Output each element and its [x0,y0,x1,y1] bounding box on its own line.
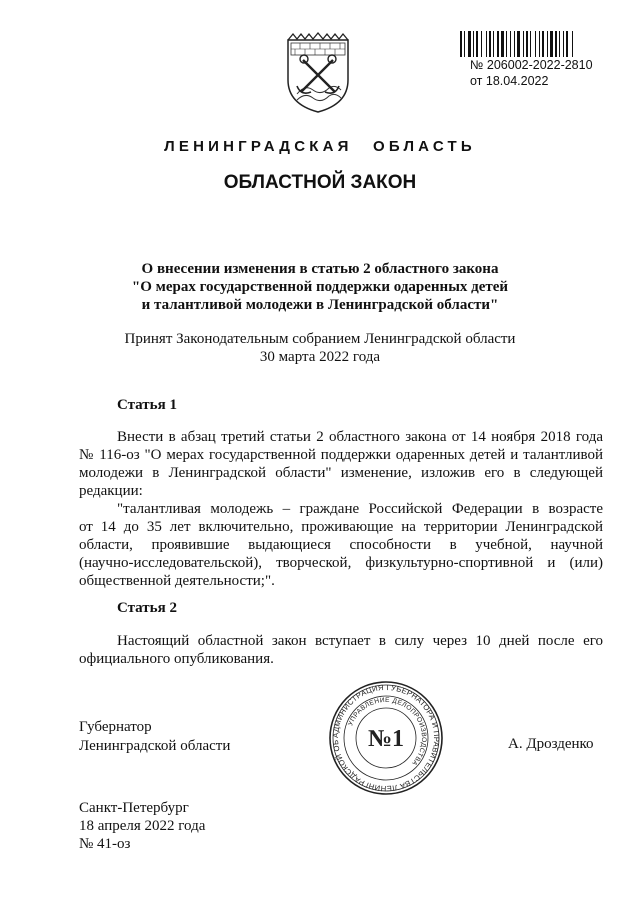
text-line: редакции: [79,483,143,499]
text-line: молодежи в Ленинградской области" изменение, изложив его в следующей [79,465,603,481]
text-line: от 14 до 35 лет включительно, проживающие на территории Ленинградской [79,519,603,535]
adoption-note [0,330,640,366]
text-line: общественной деятельности;". [79,573,275,589]
article-2-heading: Статья 2 [117,600,177,616]
region-name: ЛЕНИНГРАДСКАЯ ОБЛАСТЬ [164,138,476,155]
text-line: области, проявившие выдающиеся способности в учебной, научной [79,537,603,553]
registration-date: от 18.04.2022 [470,74,549,88]
adoption-body: Принят Законодательным собранием Ленинградской области [124,331,516,347]
place-and-date [79,799,205,853]
article-2-text [79,632,603,668]
text-line: официального опубликования. [79,651,274,667]
text-line: Внести в абзац третий статьи 2 областного закона от 14 ноября 2018 года [117,429,603,445]
article-1-text [79,428,603,590]
signatory-name: А. Дрозденко [508,736,594,752]
article-1-heading: Статья 1 [117,397,177,413]
seal-inner-text: УПРАВЛЕНИЕ ДЕЛОПРОИЗВОДСТВА [347,696,428,767]
law-title-line: "О мерах государственной поддержки одаренных детей [131,279,509,295]
position-title: Губернатор [79,719,152,735]
law-title-line: и талантливой молодежи в Ленинградской области" [141,297,499,313]
registration-stamp [470,57,593,89]
registration-number: № 206002-2022-2810 [470,58,593,72]
law-title [0,260,640,314]
city: Санкт-Петербург [79,800,189,816]
text-line: Настоящий областной закон вступает в силу через 10 дней после его [117,633,603,649]
law-number: № 41-оз [79,836,131,852]
coat-of-arms-emblem [283,30,353,114]
signatory-position [79,718,230,756]
adoption-date: 30 марта 2022 года [259,349,381,365]
barcode [460,31,610,57]
text-line: № 116-оз "О мерах государственной поддержки одаренных детей и талантливой [79,447,603,463]
official-seal [328,680,444,796]
signing-date: 18 апреля 2022 года [79,818,206,834]
seal-ring-text: АДМИНИСТРАЦИЯ ГУБЕРНАТОРА И ПРАВИТЕЛЬСТВА ЛЕНИНГРАДСКОЙ ОБ [330,682,442,794]
text-line: (научно-исследовательской), творческой, физкультурно-спортивной и (или) [79,555,603,571]
seal-number: №1 [367,726,405,752]
position-region: Ленинградской области [79,738,231,754]
law-title-line: О внесении изменения в статью 2 областного закона [141,261,499,277]
document-type: ОБЛАСТНОЙ ЗАКОН [223,172,417,193]
text-line: "талантливая молодежь – граждане Российской Федерации в возрасте [117,501,603,517]
